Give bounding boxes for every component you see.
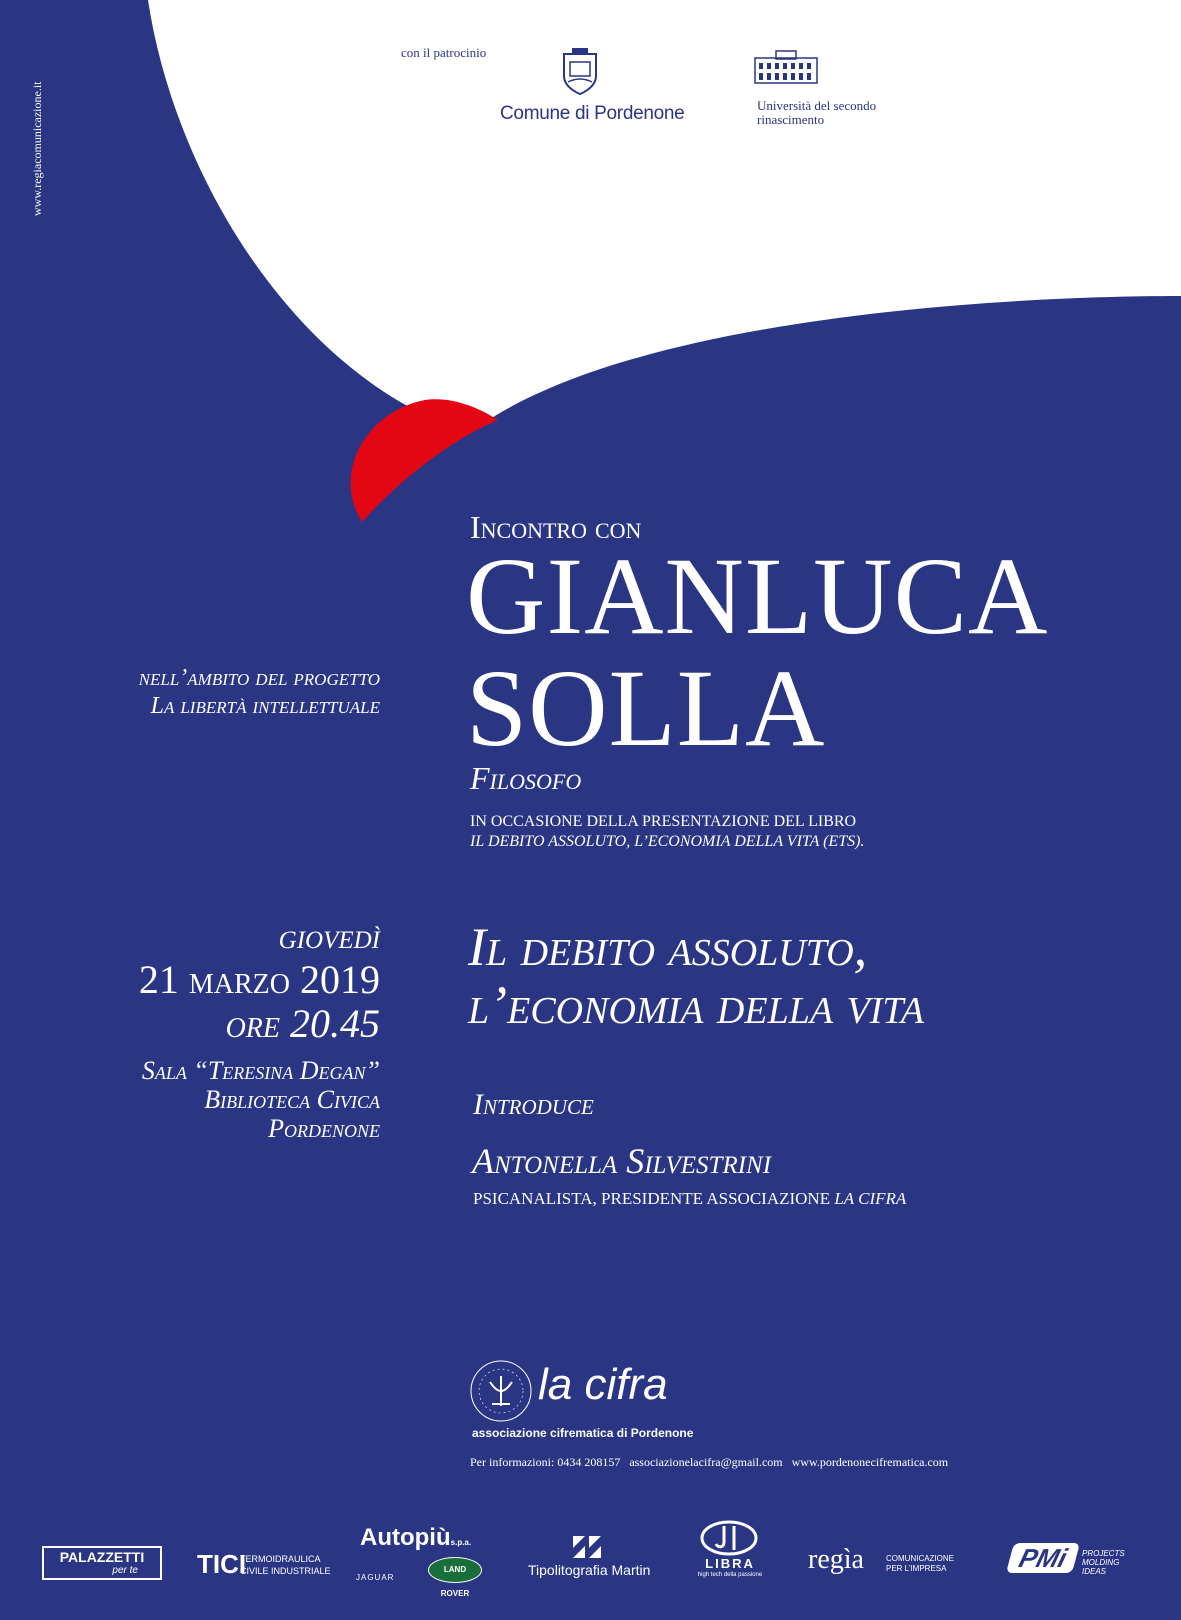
tipolitografia-icon: [571, 1534, 603, 1560]
white-arc-shape: [148, 0, 1181, 433]
sponsor-autopiu-logo: [360, 1524, 471, 1552]
info-label: Per informazioni:: [470, 1455, 555, 1469]
introducer-role: [473, 1189, 906, 1209]
libra-sub: high tech della passione: [697, 1572, 763, 1578]
occasion-line1: IN OCCASIONE DELLA PRESENTAZIONE DEL LIBRO: [470, 813, 857, 830]
pmi-sub: [1082, 1549, 1125, 1576]
regia-sub: [886, 1554, 954, 1574]
introducer-name: Antonella Silvestrini: [472, 1141, 772, 1181]
regia-sub2: PER L’IMPRESA: [886, 1564, 947, 1573]
red-half-circle: [351, 399, 498, 522]
project-line2: La libertà intellettuale: [150, 693, 380, 719]
sponsor-tici-sub: [240, 1553, 331, 1577]
lacifra-subtitle: associazione cifrematica di Pordenone: [472, 1426, 694, 1440]
event-time: ore 20.45: [225, 1001, 380, 1046]
tici-sub1: TERMOIDRAULICA: [240, 1554, 321, 1564]
sponsor-palazzetti-logo: [42, 1546, 162, 1580]
event-day: giovedì: [278, 916, 380, 956]
regia-sub1: COMUNICAZIONE: [886, 1554, 954, 1563]
book-title-line1: Il debito assoluto,: [468, 917, 868, 977]
event-where: [142, 1056, 380, 1143]
introducer-role-text: PSICANALISTA, PRESIDENTE ASSOCIAZIONE: [473, 1189, 831, 1208]
comune-name: Comune di Pordenone: [500, 103, 685, 124]
book-title: [468, 918, 924, 1034]
project-line1: nell’ambito del progetto: [138, 665, 380, 691]
university-name: [757, 99, 876, 127]
introducer-role-org: LA CIFRA: [834, 1189, 907, 1208]
occasion-line2: IL DEBITO ASSOLUTO, L’ECONOMIA DELLA VITA (ETS).: [470, 833, 865, 850]
side-url: [30, 56, 46, 216]
info-email[interactable]: associazionelacifra@gmail.com: [629, 1455, 783, 1469]
tici-sub2: CIVILE INDUSTRIALE: [240, 1566, 331, 1576]
info-website[interactable]: www.pordenonecifrematica.com: [791, 1455, 949, 1469]
info-phone: 0434 208157: [557, 1455, 621, 1469]
event-date: 21 marzo 2019: [138, 957, 380, 1002]
occasion-block: [470, 812, 864, 852]
where-line2: Biblioteca Civica: [204, 1085, 380, 1114]
contact-info: [470, 1455, 948, 1470]
event-kicker: Incontro con: [470, 509, 642, 545]
autopiu-name: Autopiù: [360, 1524, 451, 1551]
project-block: [139, 664, 380, 720]
side-url-text: www.regiacomunicazione.it: [30, 81, 44, 216]
speaker-first-name: GIANLUCA: [466, 535, 1049, 657]
event-when: [139, 914, 380, 1046]
patronage-label: con il patrocinio: [401, 45, 487, 60]
landrover-logo: LAND ROVER: [428, 1557, 482, 1583]
comune-crest-icon: [562, 48, 598, 96]
book-title-line2: l’economia della vita: [468, 975, 924, 1035]
where-line1: Sala “Teresina Degan”: [141, 1056, 380, 1085]
jaguar-logo: JAGUAR: [356, 1573, 395, 1582]
university-name-line2: rinascimento: [757, 112, 825, 127]
sponsor-libra: LIBRA: [705, 1556, 755, 1571]
sponsor-tici-logo: TICI: [197, 1549, 247, 1579]
palazzetti-name: PALAZZETTI: [59, 1549, 145, 1565]
sponsor-tipolitografia: Tipolitografia Martin: [528, 1562, 651, 1578]
libra-icon: [700, 1520, 758, 1556]
autopiu-sub: s.p.a.: [450, 1538, 472, 1547]
speaker-role: Filosofo: [470, 760, 582, 796]
where-line3: Pordenone: [268, 1114, 380, 1143]
pmi-sub1: PROJECTS: [1082, 1549, 1125, 1558]
sponsor-regia: regìa: [808, 1544, 864, 1575]
speaker-last-name: SOLLA: [466, 647, 826, 769]
university-building-icon: [754, 50, 818, 84]
sponsor-pmi: PMi: [1006, 1543, 1080, 1573]
palazzetti-sub: per te: [112, 1565, 138, 1576]
lacifra-seal-icon: [468, 1358, 534, 1424]
lacifra-name: la cifra: [538, 1360, 668, 1409]
speaker-name: [466, 535, 1049, 769]
introduce-label: Introduce: [473, 1088, 594, 1121]
pmi-sub3: IDEAS: [1082, 1567, 1107, 1576]
pmi-sub2: MOLDING: [1082, 1558, 1120, 1567]
university-name-line1: Università del secondo: [757, 98, 877, 113]
